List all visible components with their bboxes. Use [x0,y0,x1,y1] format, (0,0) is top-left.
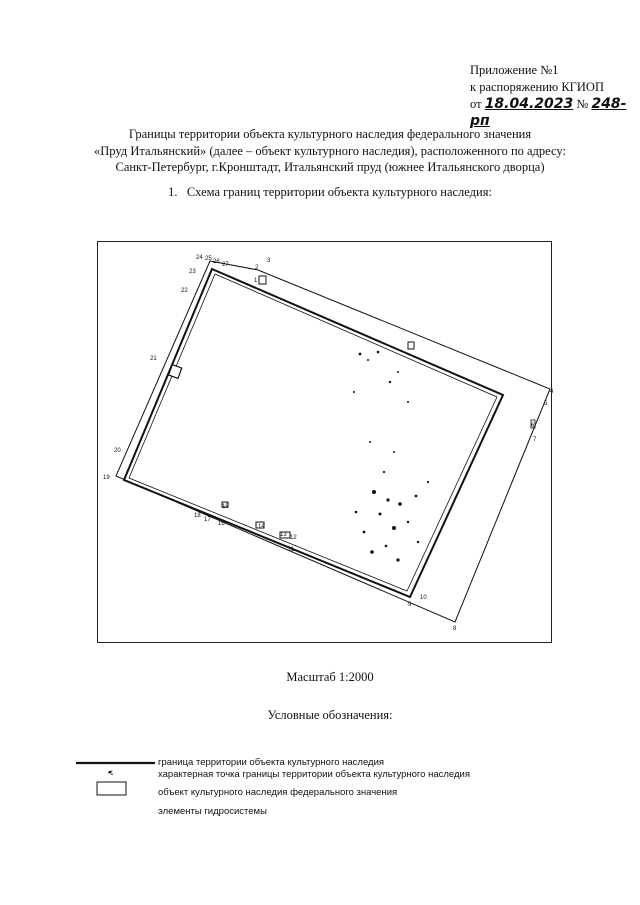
title-line3: Санкт-Петербург, г.Кронштадт, Итальянский пруд (южнее Итальянского дворца) [115,160,545,174]
section-heading: 1. Схема границ территории объекта культурного наследия: [168,185,492,199]
legend-title: Условные обозначения: [267,708,393,722]
point-label-8: 8 [453,626,457,632]
appendix-header [470,62,640,130]
title-line2: «Пруд Итальянский» (далее – объект культурного наследия), расположенного по адресу: [94,143,566,158]
point-label-5: 5 [544,401,548,407]
structure-small-2 [259,276,266,284]
point-label-4: 4 [550,389,554,395]
legend-item-hydro: элементы гидросистемы [158,806,267,817]
boundary-map [97,241,552,643]
legend-point-marker-text: •1 [108,771,114,777]
legend-heritage-object-symbol [97,782,126,795]
point-label-22: 22 [181,288,188,294]
legend-symbols [70,755,160,825]
point-label-13: 13 [280,532,287,538]
point-label-27: 27 [222,262,229,268]
point-label-6: 6 [531,423,535,429]
point-label-17: 17 [204,517,211,523]
point-label-10: 10 [420,595,427,601]
point-label-20: 20 [114,448,121,454]
appendix-date: 18.04.2023 [484,96,574,112]
appendix-from-prefix: от [470,97,482,111]
point-label-16: 16 [218,521,225,527]
point-label-1: 1 [254,278,258,284]
point-label-23: 23 [189,269,196,275]
point-label-21: 21 [150,356,157,362]
legend-item-boundary: граница территории объекта культурного наследия [158,757,385,768]
point-label-9: 9 [408,602,412,608]
pond-outline-outer [124,269,503,597]
title-line1: Границы территории объекта культурного наследия федерального значения [128,127,532,141]
point-label-7: 7 [533,437,537,443]
legend-item-point: характерная точка границы территории объекта культурного наследия [158,769,470,780]
point-label-18: 18 [194,513,201,519]
point-label-11: 11 [288,547,295,553]
appendix-line2: к распоряжению КГИОП [470,80,604,94]
point-label-12: 12 [290,535,297,541]
point-label-15: 15 [222,504,229,510]
legend-item-heritage: объект культурного наследия федерального значения [158,787,398,798]
point-label-25: 25 [205,256,212,262]
boundary-map-svg [98,242,554,642]
point-label-26: 26 [213,259,220,265]
point-label-2: 2 [255,265,259,271]
map-scale: Масштаб 1:2000 [286,670,374,684]
appendix-line3 [470,96,640,130]
point-label-3: 3 [267,258,271,264]
document-title [60,126,600,176]
point-label-14: 14 [258,524,265,530]
appendix-number: 248-рп [470,96,627,129]
appendix-number-prefix: № [576,97,589,111]
appendix-line1: Приложение №1 [470,63,559,77]
structure-small-3 [408,342,414,349]
point-label-19: 19 [103,475,110,481]
point-label-24: 24 [196,255,203,261]
